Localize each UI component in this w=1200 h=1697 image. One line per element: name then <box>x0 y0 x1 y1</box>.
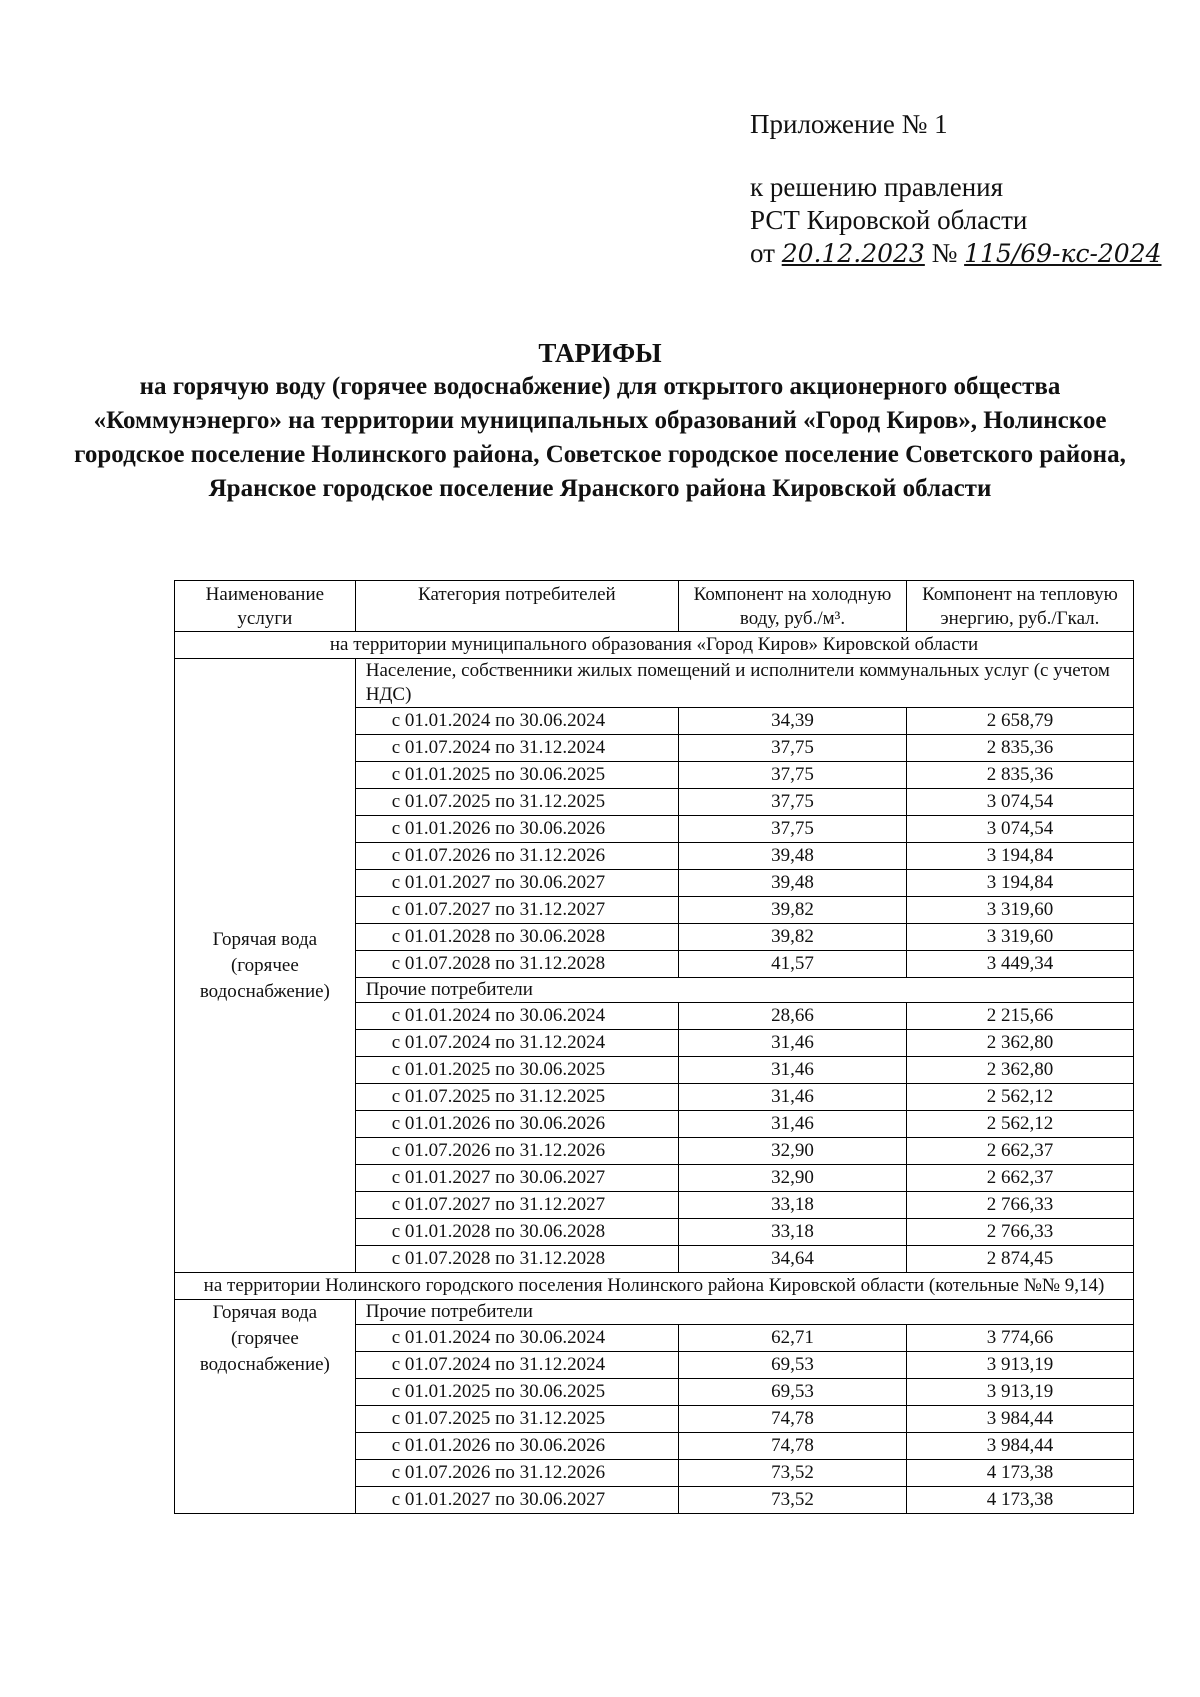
category-name: Прочие потребители <box>355 1300 1133 1325</box>
period-cell: с 01.07.2025 по 31.12.2025 <box>355 789 678 816</box>
heat-energy-cell: 2 835,36 <box>906 735 1133 762</box>
cold-water-cell: 31,46 <box>679 1030 907 1057</box>
heat-energy-cell: 3 984,44 <box>906 1406 1133 1433</box>
cold-water-cell: 34,64 <box>679 1246 907 1273</box>
title-main: ТАРИФЫ <box>538 338 662 368</box>
heat-energy-cell: 4 173,38 <box>906 1460 1133 1487</box>
period-cell: с 01.07.2027 по 31.12.2027 <box>355 1192 678 1219</box>
heat-energy-cell: 3 194,84 <box>906 843 1133 870</box>
cold-water-cell: 39,82 <box>679 924 907 951</box>
heat-energy-cell: 3 319,60 <box>906 897 1133 924</box>
heat-energy-cell: 3 984,44 <box>906 1433 1133 1460</box>
category-row <box>175 659 1134 708</box>
header-service: Наименование услуги <box>175 581 356 632</box>
heat-energy-cell: 4 173,38 <box>906 1487 1133 1514</box>
heat-energy-cell: 2 766,33 <box>906 1192 1133 1219</box>
period-cell: с 01.01.2027 по 30.06.2027 <box>355 1487 678 1514</box>
heat-energy-cell: 2 215,66 <box>906 1003 1133 1030</box>
heat-energy-cell: 3 194,84 <box>906 870 1133 897</box>
period-cell: с 01.07.2026 по 31.12.2026 <box>355 1460 678 1487</box>
period-cell: с 01.01.2024 по 30.06.2024 <box>355 1325 678 1352</box>
heat-energy-cell: 3 074,54 <box>906 789 1133 816</box>
period-cell: с 01.07.2028 по 31.12.2028 <box>355 1246 678 1273</box>
header-cold: Компонент на холодную воду, руб./м³. <box>679 581 907 632</box>
heat-energy-cell: 2 362,80 <box>906 1057 1133 1084</box>
period-cell: с 01.01.2028 по 30.06.2028 <box>355 1219 678 1246</box>
cold-water-cell: 39,82 <box>679 897 907 924</box>
heat-energy-cell: 3 774,66 <box>906 1325 1133 1352</box>
heat-energy-cell: 3 913,19 <box>906 1379 1133 1406</box>
header-heat: Компонент на тепловую энергию, руб./Гкал. <box>906 581 1133 632</box>
heat-energy-cell: 2 766,33 <box>906 1219 1133 1246</box>
cold-water-cell: 33,18 <box>679 1219 907 1246</box>
cold-water-cell: 33,18 <box>679 1192 907 1219</box>
cold-water-cell: 39,48 <box>679 843 907 870</box>
period-cell: с 01.01.2024 по 30.06.2024 <box>355 1003 678 1030</box>
period-cell: с 01.01.2027 по 30.06.2027 <box>355 870 678 897</box>
cold-water-cell: 69,53 <box>679 1352 907 1379</box>
appendix-decision: к решению правления <box>750 172 1004 202</box>
period-cell: с 01.07.2024 по 31.12.2024 <box>355 1030 678 1057</box>
cold-water-cell: 74,78 <box>679 1433 907 1460</box>
period-cell: с 01.01.2028 по 30.06.2028 <box>355 924 678 951</box>
period-cell: с 01.01.2025 по 30.06.2025 <box>355 762 678 789</box>
heat-energy-cell: 2 658,79 <box>906 708 1133 735</box>
header-row <box>175 581 1134 632</box>
period-cell: с 01.01.2027 по 30.06.2027 <box>355 1165 678 1192</box>
cold-water-cell: 69,53 <box>679 1379 907 1406</box>
period-cell: с 01.01.2025 по 30.06.2025 <box>355 1379 678 1406</box>
cold-water-cell: 34,39 <box>679 708 907 735</box>
period-cell: с 01.07.2024 по 31.12.2024 <box>355 1352 678 1379</box>
category-name: Прочие потребители <box>355 978 1133 1003</box>
appendix-date-line <box>750 237 1162 270</box>
period-cell: с 01.01.2026 по 30.06.2026 <box>355 1433 678 1460</box>
section-row <box>175 1273 1134 1300</box>
heat-energy-cell: 3 319,60 <box>906 924 1133 951</box>
heat-energy-cell: 2 362,80 <box>906 1030 1133 1057</box>
heat-energy-cell: 2 562,12 <box>906 1084 1133 1111</box>
period-cell: с 01.07.2024 по 31.12.2024 <box>355 735 678 762</box>
period-cell: с 01.01.2024 по 30.06.2024 <box>355 708 678 735</box>
tariff-table <box>174 580 1134 1514</box>
heat-energy-cell: 3 913,19 <box>906 1352 1133 1379</box>
appendix-number: Приложение № 1 <box>750 109 948 139</box>
cold-water-cell: 37,75 <box>679 789 907 816</box>
service-name: Горячая вода (горячее водоснабжение) <box>175 659 356 1273</box>
cold-water-cell: 39,48 <box>679 870 907 897</box>
number-label: № <box>931 238 958 268</box>
from-label: от <box>750 238 775 268</box>
title-subtitle: на горячую воду (горячее водоснабжение) для открытого акционерного общества «Коммунэнерго» на территории муниципальных образований «Город Киров», Нолинское городское поселение Нолинского района, Советское городское поселение Советского района, Яранское городское поселение Яранского района Кировской области <box>74 373 1126 502</box>
heat-energy-cell: 3 074,54 <box>906 816 1133 843</box>
appendix-authority: РСТ Кировской области <box>750 205 1028 235</box>
cold-water-cell: 28,66 <box>679 1003 907 1030</box>
cold-water-cell: 73,52 <box>679 1487 907 1514</box>
period-cell: с 01.01.2026 по 30.06.2026 <box>355 1111 678 1138</box>
period-cell: с 01.07.2028 по 31.12.2028 <box>355 951 678 978</box>
heat-energy-cell: 2 835,36 <box>906 762 1133 789</box>
section-title: на территории муниципального образования «Город Киров» Кировской области <box>175 632 1134 659</box>
cold-water-cell: 37,75 <box>679 735 907 762</box>
category-name: Население, собственники жилых помещений и исполнители коммунальных услуг (с учетом НДС) <box>355 659 1133 708</box>
cold-water-cell: 73,52 <box>679 1460 907 1487</box>
heat-energy-cell: 2 662,37 <box>906 1165 1133 1192</box>
period-cell: с 01.07.2025 по 31.12.2025 <box>355 1084 678 1111</box>
handwritten-number: 115/69-кс-2024 <box>964 239 1162 268</box>
section-title: на территории Нолинского городского поселения Нолинского района Кировской области (котельные №№ 9,14) <box>175 1273 1134 1300</box>
table-body <box>175 632 1134 1514</box>
period-cell: с 01.07.2025 по 31.12.2025 <box>355 1406 678 1433</box>
header-category: Категория потребителей <box>355 581 678 632</box>
period-cell: с 01.01.2025 по 30.06.2025 <box>355 1057 678 1084</box>
title-block <box>60 336 1140 506</box>
heat-energy-cell: 2 874,45 <box>906 1246 1133 1273</box>
cold-water-cell: 32,90 <box>679 1165 907 1192</box>
cold-water-cell: 41,57 <box>679 951 907 978</box>
section-row <box>175 632 1134 659</box>
cold-water-cell: 74,78 <box>679 1406 907 1433</box>
cold-water-cell: 31,46 <box>679 1111 907 1138</box>
cold-water-cell: 32,90 <box>679 1138 907 1165</box>
cold-water-cell: 37,75 <box>679 762 907 789</box>
period-cell: с 01.07.2027 по 31.12.2027 <box>355 897 678 924</box>
period-cell: с 01.07.2026 по 31.12.2026 <box>355 843 678 870</box>
heat-energy-cell: 3 449,34 <box>906 951 1133 978</box>
cold-water-cell: 37,75 <box>679 816 907 843</box>
cold-water-cell: 62,71 <box>679 1325 907 1352</box>
handwritten-date: 20.12.2023 <box>781 239 925 268</box>
cold-water-cell: 31,46 <box>679 1057 907 1084</box>
period-cell: с 01.01.2026 по 30.06.2026 <box>355 816 678 843</box>
heat-energy-cell: 2 662,37 <box>906 1138 1133 1165</box>
heat-energy-cell: 2 562,12 <box>906 1111 1133 1138</box>
service-name: Горячая вода (горячее водоснабжение) <box>175 1300 356 1514</box>
category-row <box>175 1300 1134 1325</box>
appendix-block <box>750 108 1162 270</box>
period-cell: с 01.07.2026 по 31.12.2026 <box>355 1138 678 1165</box>
cold-water-cell: 31,46 <box>679 1084 907 1111</box>
